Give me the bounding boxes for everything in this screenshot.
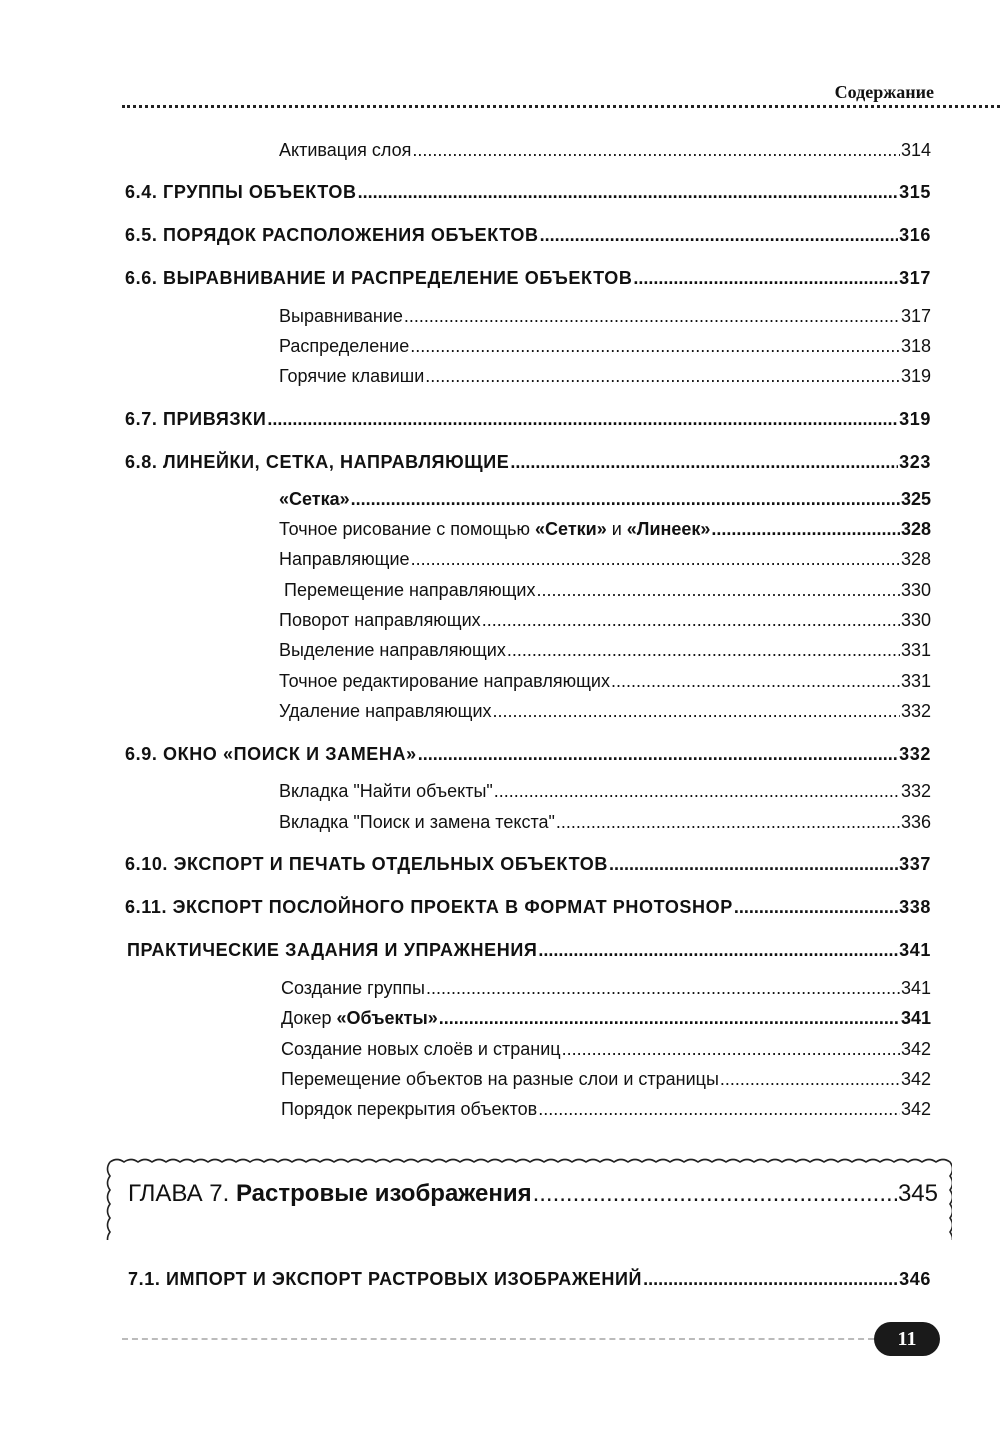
dot-leader xyxy=(351,489,900,510)
toc-entry xyxy=(279,640,931,661)
toc-entry-bold-text: «Сетки» xyxy=(535,519,607,539)
dot-leader xyxy=(412,140,900,161)
toc-entry-page: 336 xyxy=(900,812,931,832)
toc-entry xyxy=(281,1039,931,1060)
toc-entry-page: 332 xyxy=(900,781,931,801)
toc-section-page: 338 xyxy=(899,897,931,917)
toc-chapter-title xyxy=(128,1180,532,1208)
toc-entry-page: 341 xyxy=(900,1008,931,1028)
toc-entry xyxy=(279,519,931,540)
toc-entry xyxy=(281,1099,931,1120)
toc-entry-title: Выделение направляющих xyxy=(279,640,506,660)
toc-entry-title: Удаление направляющих xyxy=(279,701,492,721)
dot-leader xyxy=(267,409,898,430)
toc-section xyxy=(125,744,931,765)
toc-entry-title xyxy=(279,519,710,540)
toc-entry-page: 317 xyxy=(900,306,931,326)
toc-section-title: 6.6. ВЫРАВНИВАНИЕ И РАСПРЕДЕЛЕНИЕ ОБЪЕКТОВ xyxy=(125,268,633,288)
toc-entry-title: Перемещение объектов на разные слои и страницы xyxy=(281,1069,719,1089)
dot-leader xyxy=(536,580,899,601)
toc-entry-title: Перемещение направляющих xyxy=(284,580,536,600)
page-number-badge: 11 xyxy=(874,1322,940,1356)
toc-section xyxy=(125,409,931,430)
toc-entry-title xyxy=(281,1008,438,1029)
dot-leader xyxy=(556,812,900,833)
toc-section-page: 341 xyxy=(899,940,931,960)
toc-section-title: 6.7. ПРИВЯЗКИ xyxy=(125,409,267,429)
toc-entry-title: Создание новых слоёв и страниц xyxy=(281,1039,561,1059)
toc-entry xyxy=(284,580,931,601)
toc-entry-title: Создание группы xyxy=(281,978,425,998)
toc-entry xyxy=(281,978,931,999)
toc-entry-text: Точное рисование с помощью xyxy=(279,519,536,539)
toc-entry-page: 342 xyxy=(900,1039,931,1059)
dot-leader xyxy=(439,1008,900,1029)
dot-leader xyxy=(510,452,898,473)
dot-leader xyxy=(643,1269,898,1290)
toc-entry-title: Выравнивание xyxy=(279,306,403,326)
toc-entry-page: 341 xyxy=(900,978,931,998)
toc-chapter-page: 345 xyxy=(897,1180,938,1207)
toc-entry xyxy=(279,671,931,692)
toc-entry-page: 342 xyxy=(900,1069,931,1089)
toc-entry-title: Вкладка "Поиск и замена текста" xyxy=(279,812,555,832)
toc-entry-page: 318 xyxy=(900,336,931,356)
toc-entry-page: 342 xyxy=(900,1099,931,1119)
chapter-prefix: ГЛАВА 7. xyxy=(128,1180,236,1207)
toc-entry xyxy=(279,306,931,327)
dot-leader xyxy=(493,701,900,722)
toc-section xyxy=(125,854,931,875)
toc-entry-page: 330 xyxy=(900,580,931,600)
toc-entry xyxy=(281,1069,931,1090)
toc-entry-title: Порядок перекрытия объектов xyxy=(281,1099,538,1119)
dot-leader xyxy=(482,610,900,631)
toc-entry-title: Поворот направляющих xyxy=(279,610,481,630)
toc-section xyxy=(127,940,931,961)
toc-entry xyxy=(279,781,931,802)
toc-section xyxy=(128,1269,931,1290)
toc-section-title: 6.5. ПОРЯДОК РАСПОЛОЖЕНИЯ ОБЪЕКТОВ xyxy=(125,225,539,245)
toc-entry xyxy=(279,336,931,357)
toc-entry-page: 328 xyxy=(900,519,931,539)
toc-entry-text: Докер xyxy=(281,1008,337,1028)
toc-entry-title: Вкладка "Найти объекты" xyxy=(279,781,493,801)
toc-entry-bold-text: «Объекты» xyxy=(336,1008,438,1028)
toc-entry-page: 331 xyxy=(900,671,931,691)
toc-section-page: 346 xyxy=(899,1269,931,1289)
toc-section-page: 332 xyxy=(899,744,931,764)
toc-section-page: 316 xyxy=(899,225,931,245)
dot-leader xyxy=(418,744,898,765)
dot-leader xyxy=(611,671,900,692)
toc-entry xyxy=(279,610,931,631)
toc-section xyxy=(125,897,931,918)
toc-section-page: 317 xyxy=(899,268,931,288)
toc-section xyxy=(125,225,931,246)
toc-section-page: 323 xyxy=(899,452,931,472)
toc-entry xyxy=(279,812,931,833)
dot-leader xyxy=(711,519,900,540)
toc-entry xyxy=(279,549,931,570)
toc-entry-title: Точное редактирование направляющих xyxy=(279,671,610,691)
toc-section-page: 319 xyxy=(899,409,931,429)
toc-section-page: 315 xyxy=(899,182,931,202)
toc-entry xyxy=(281,1008,931,1029)
dot-leader xyxy=(734,897,898,918)
toc-section-title: 7.1. ИМПОРТ И ЭКСПОРТ РАСТРОВЫХ ИЗОБРАЖЕНИЙ xyxy=(128,1269,643,1289)
toc-chapter xyxy=(128,1180,938,1208)
toc-entry xyxy=(279,489,931,510)
toc-entry-title: Направляющие xyxy=(279,549,410,569)
toc-entry-page: 314 xyxy=(900,140,931,160)
toc-entry-title: Распределение xyxy=(279,336,410,356)
dot-leader xyxy=(633,268,898,289)
toc-entry-page: 325 xyxy=(900,489,931,509)
toc-entry-text: и xyxy=(606,519,627,539)
toc-section-title: 6.4. ГРУППЫ ОБЪЕКТОВ xyxy=(125,182,357,202)
header-dotted-rule xyxy=(122,105,1000,108)
dot-leader xyxy=(507,640,900,661)
toc-entry-page: 330 xyxy=(900,610,931,630)
toc-entry-page: 331 xyxy=(900,640,931,660)
toc-entry-page: 319 xyxy=(900,366,931,386)
toc-section-title: ПРАКТИЧЕСКИЕ ЗАДАНИЯ И УПРАЖНЕНИЯ xyxy=(127,940,538,960)
toc-section-title: 6.9. ОКНО «ПОИСК И ЗАМЕНА» xyxy=(125,744,417,764)
dot-leader xyxy=(411,549,900,570)
toc-section xyxy=(125,268,931,289)
dot-leader xyxy=(538,1099,900,1120)
toc-entry xyxy=(279,140,931,161)
toc-entry-page: 332 xyxy=(900,701,931,721)
dot-leader xyxy=(358,182,899,203)
toc-entry xyxy=(279,701,931,722)
chapter-name: Растровые изображения xyxy=(235,1180,532,1207)
dot-leader xyxy=(540,225,899,246)
toc-section-title: 6.8. ЛИНЕЙКИ, СЕТКА, НАПРАВЛЯЮЩИЕ xyxy=(125,452,510,472)
dot-leader xyxy=(538,940,898,961)
running-header-title: Содержание xyxy=(834,82,934,102)
toc-section xyxy=(125,182,931,203)
dot-leader xyxy=(533,1180,897,1208)
toc-entry-title: «Сетка» xyxy=(279,489,350,509)
dot-leader xyxy=(425,366,900,387)
dot-leader xyxy=(609,854,898,875)
toc-entry-title: Активация слоя xyxy=(279,140,412,160)
toc-section-title: 6.10. ЭКСПОРТ И ПЕЧАТЬ ОТДЕЛЬНЫХ ОБЪЕКТОВ xyxy=(125,854,608,874)
toc-entry-title: Горячие клавиши xyxy=(279,366,425,386)
dot-leader xyxy=(404,306,900,327)
toc-section-page: 337 xyxy=(899,854,931,874)
dot-leader xyxy=(720,1069,900,1090)
toc-entry-page: 328 xyxy=(900,549,931,569)
toc-entry-bold-text: «Линеек» xyxy=(626,519,711,539)
dot-leader xyxy=(426,978,900,999)
dot-leader xyxy=(410,336,900,357)
dot-leader xyxy=(562,1039,900,1060)
toc-section xyxy=(125,452,931,473)
footer-dashed-rule xyxy=(122,1338,874,1340)
toc-section-title: 6.11. ЭКСПОРТ ПОСЛОЙНОГО ПРОЕКТА В ФОРМАТ PHOTOSHOP xyxy=(125,897,733,917)
dot-leader xyxy=(494,781,900,802)
toc-entry xyxy=(279,366,931,387)
